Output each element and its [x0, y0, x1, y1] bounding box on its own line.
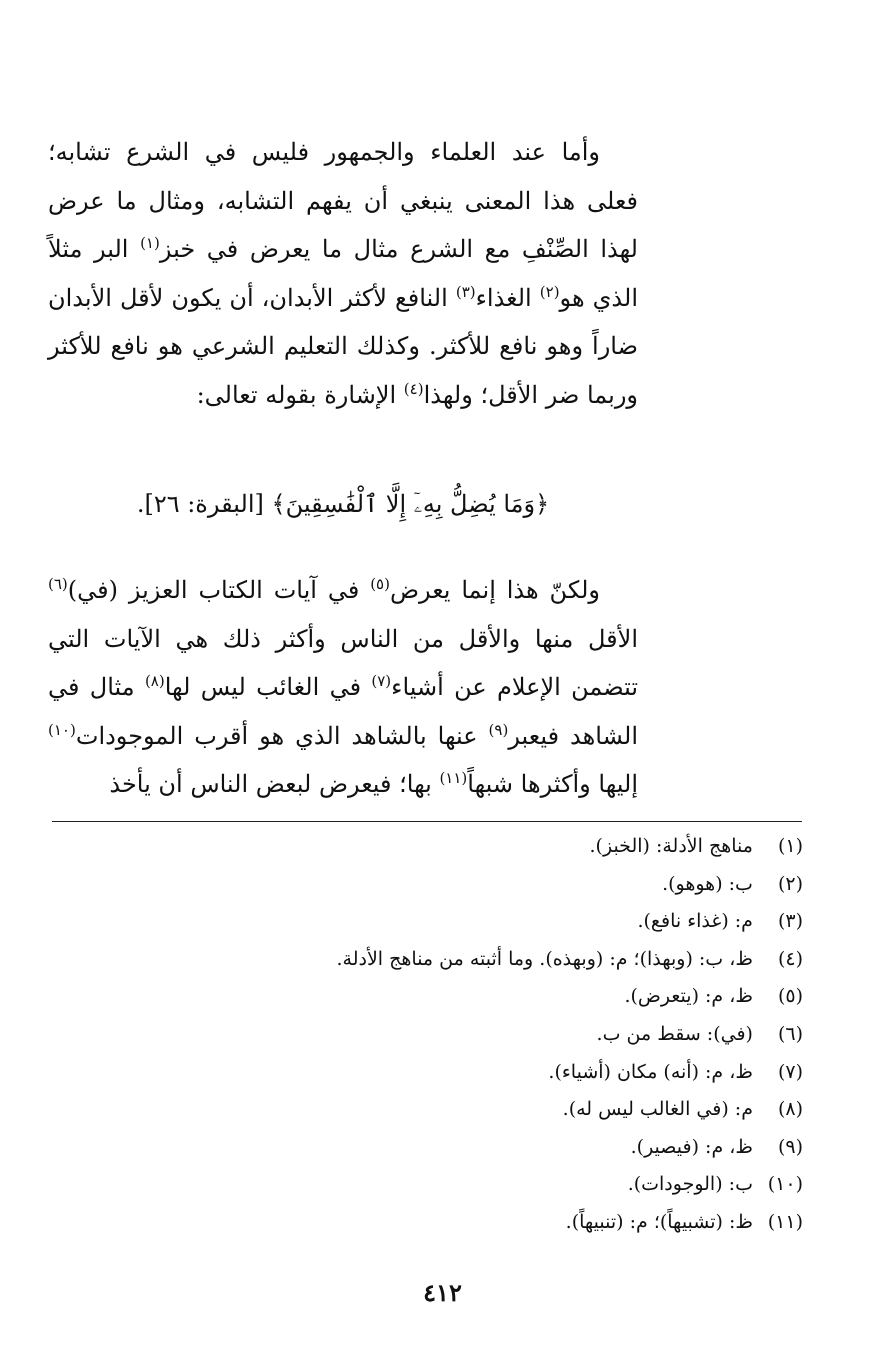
footnote-text: (في): سقط من ب.	[596, 1022, 753, 1045]
main-text	[48, 128, 638, 419]
footnote-text: م: (غذاء نافع).	[637, 910, 753, 933]
text-run: وأما عند العلماء والجمهور فليس في الشرع تشابه؛ فعلى هذا المعنى ينبغي أن يفهم التشابه، ومثال ما عرض لهذا الصِّنْفِ مع الشرع مثال ما يعرض في خبز	[48, 138, 639, 263]
footnote-text: ظ: (تشبيهاً)؛ م: (تنبيهاً).	[565, 1210, 753, 1233]
main-text-2	[48, 566, 638, 809]
footnote-number: (٦)	[777, 1022, 803, 1045]
paragraph-2	[48, 566, 638, 809]
footnote-ref-9: (٩)	[488, 720, 509, 739]
text-run: ولكنّ هذا إنما يعرض	[389, 576, 600, 604]
page-number: ٤١٢	[423, 1278, 462, 1307]
text-run: بها؛ فيعرض لبعض الناس أن يأخذ	[109, 770, 440, 798]
footnote-item	[103, 941, 803, 979]
text-run: النافع لأكثر الأبدان، أن يكون لأقل الأبدان ضاراً وهو نافع للأكثر. وكذلك التعليم الشرعي هو نافع للأكثر وربما ضر الأقل؛ ولهذا	[48, 283, 638, 409]
footnote-divider	[52, 821, 802, 822]
footnote-text: م: (في الغالب ليس له).	[562, 1098, 753, 1121]
text-run: البر مثلاً الذي هو	[48, 235, 639, 312]
footnote-item	[103, 1016, 803, 1054]
footnote-number: (٣)	[777, 910, 803, 933]
footnote-ref-3: (٣)	[455, 282, 476, 301]
footnote-item	[103, 1204, 803, 1242]
footnote-ref-5: (٥)	[370, 575, 390, 593]
text-run: الأقل منها والأقل من الناس وأكثر ذلك هي الآيات التي تتضمن الإعلام عن أشياء	[48, 624, 639, 701]
footnote-text: ظ، م: (يتعرض).	[624, 985, 753, 1008]
footnote-ref-1: (١)	[140, 234, 160, 252]
footnote-number: (٧)	[777, 1060, 803, 1083]
footnote-number: (٢)	[777, 872, 803, 895]
text-run: الإشارة بقوله تعالى:	[196, 380, 404, 409]
footnote-number: (١)	[777, 835, 803, 857]
footnote-number: (١٠)	[767, 1173, 803, 1196]
footnote-item	[103, 1166, 803, 1204]
text-run: عنها بالشاهد الذي هو أقرب الموجودات	[75, 721, 489, 750]
text-run: الغذاء	[475, 283, 540, 312]
verse-text: ﴿وَمَا يُضِلُّ بِهِۦٓ إِلَّا ٱلْفَٰسِقِينَ﴾	[271, 490, 550, 518]
footnotes-list	[103, 828, 803, 1242]
verse-reference: [البقرة: ٢٦].	[136, 490, 264, 518]
paragraph-1	[48, 128, 638, 419]
footnote-ref-6: (٦)	[48, 575, 68, 593]
text-run: إليها وأكثرها شبهاً	[467, 770, 638, 798]
text-run: في آيات الكتاب العزيز (في)	[67, 576, 371, 604]
footnote-item	[103, 828, 803, 866]
footnote-number: (٥)	[777, 985, 803, 1008]
footnote-number: (١١)	[767, 1210, 803, 1233]
footnote-number: (٩)	[777, 1135, 803, 1158]
footnote-ref-2: (٢)	[539, 282, 560, 301]
footnote-ref-7: (٧)	[371, 672, 392, 690]
text-run: في الغائب ليس لها	[164, 673, 372, 701]
footnote-text: ب: (الوجودات).	[627, 1173, 753, 1196]
text-run: مثال في الشاهد فيعبر	[48, 673, 638, 750]
footnote-item	[103, 903, 803, 941]
footnote-number: (٤)	[777, 947, 803, 970]
footnote-text: مناهج الأدلة: (الخبز).	[589, 835, 753, 857]
footnote-item	[103, 1129, 803, 1167]
footnote-ref-4: (٤)	[403, 379, 424, 398]
footnote-text: ظ، م: (فيصير).	[630, 1135, 753, 1158]
footnote-item	[103, 1054, 803, 1092]
footnote-ref-11: (١١)	[439, 769, 468, 787]
footnote-number: (٨)	[777, 1098, 803, 1121]
footnote-ref-10: (١٠)	[48, 720, 76, 739]
footnote-text: ظ، ب: (وبهذا)؛ م: (وبهذه). وما أثبته من مناهج الأدلة.	[336, 947, 753, 970]
footnote-text: ظ، م: (أنه) مكان (أشياء).	[548, 1060, 753, 1083]
footnote-item	[103, 978, 803, 1016]
footnote-item	[103, 1091, 803, 1129]
footnote-item	[103, 866, 803, 904]
quran-verse	[48, 480, 638, 528]
footnote-text: ب: (هوهو).	[662, 872, 753, 895]
footnote-ref-8: (٨)	[144, 672, 165, 690]
